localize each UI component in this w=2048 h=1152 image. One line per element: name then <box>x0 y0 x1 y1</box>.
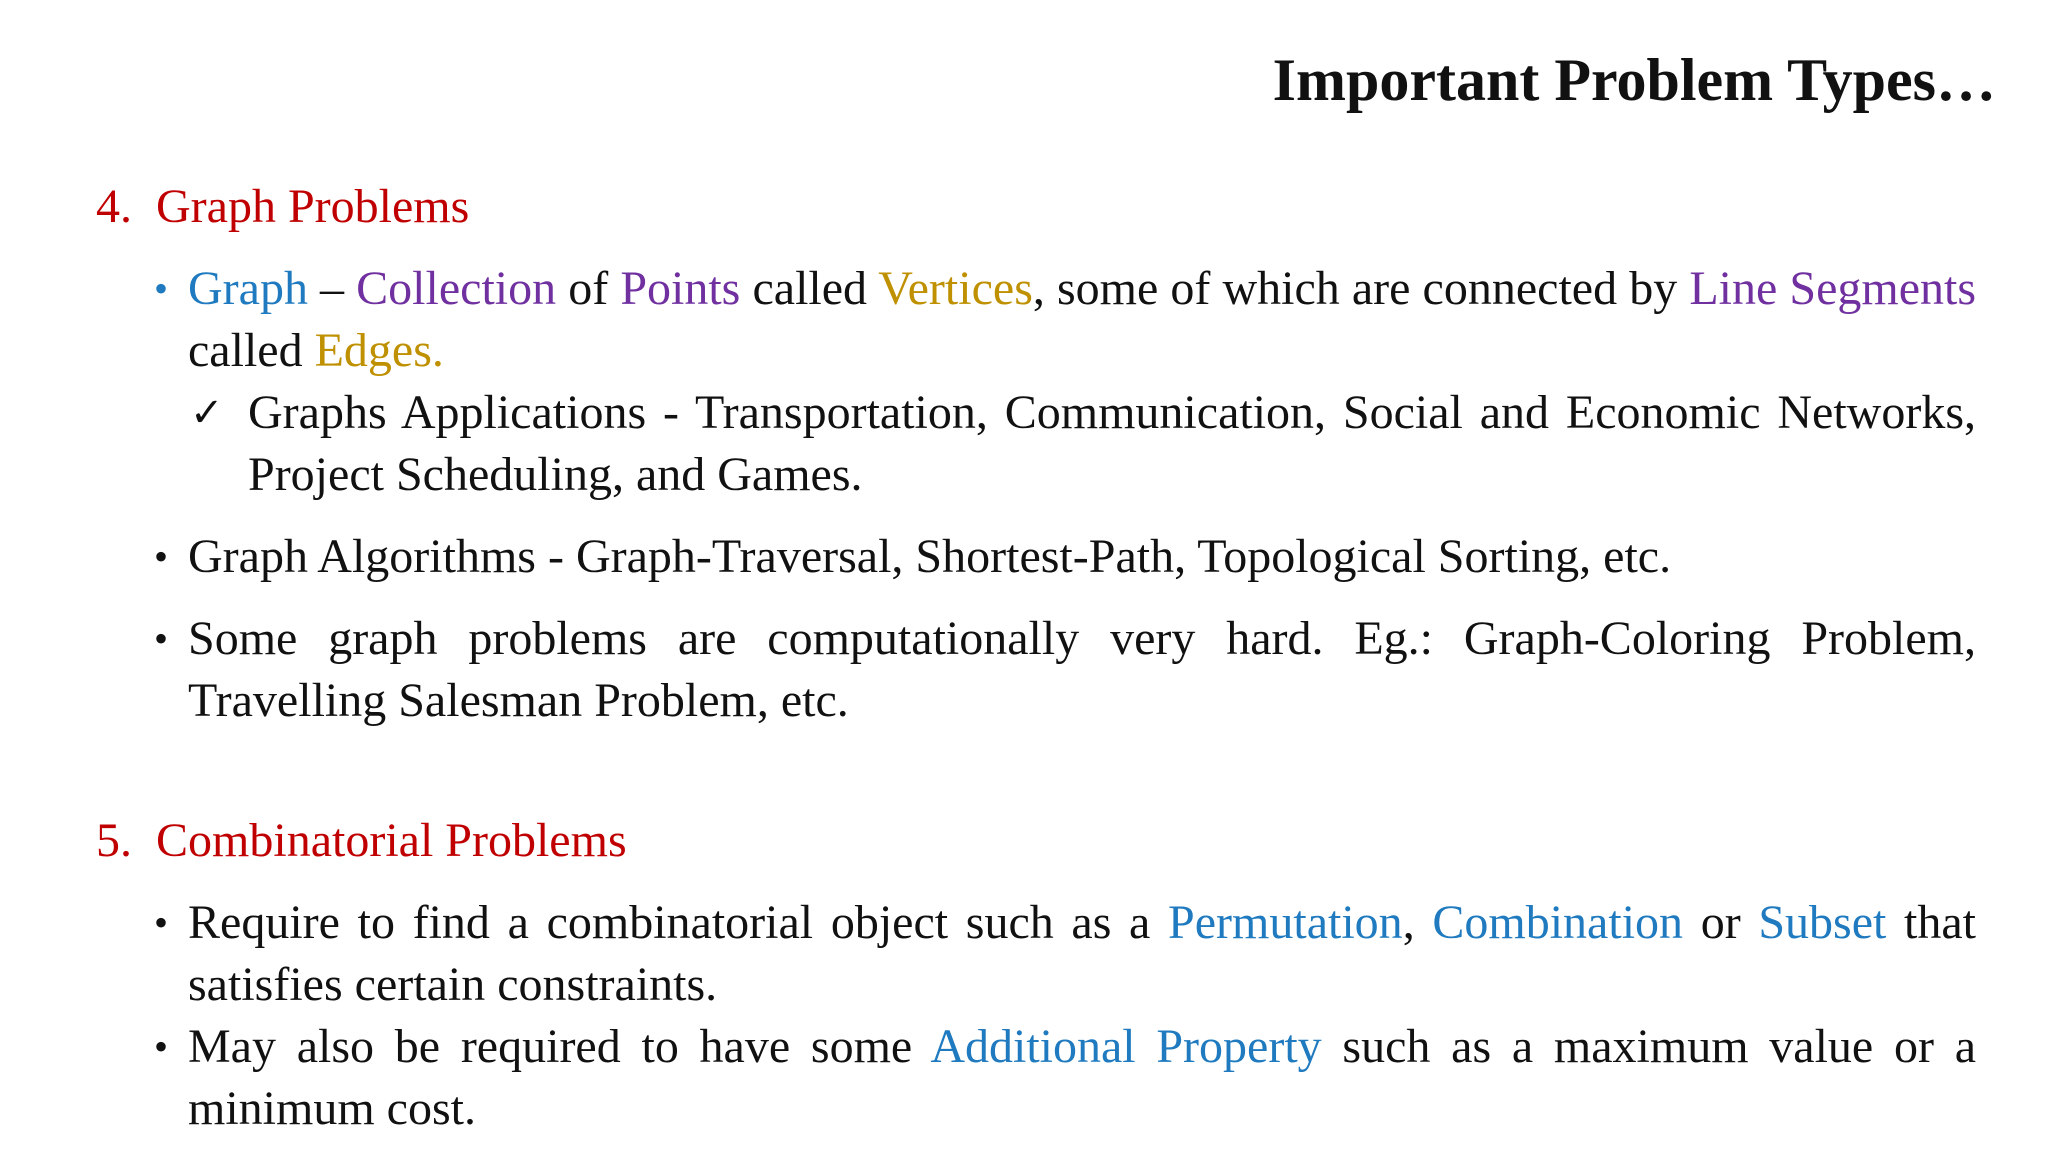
bullet-graph-algorithms <box>154 526 1976 588</box>
slide-content <box>96 176 1976 1140</box>
bullet-marker: • <box>154 266 169 311</box>
term-line-segments: Line Segments <box>1689 262 1977 315</box>
text-run: called <box>188 324 315 377</box>
text-run: such as a maximum value or a minimum cost. <box>188 1020 1976 1135</box>
bullet-marker: • <box>154 1024 169 1069</box>
term-edges: Edges. <box>314 324 444 377</box>
term-vertices: Vertices <box>878 262 1033 315</box>
subbullet-graph-applications <box>190 382 1976 506</box>
bullet-combinatorial-object <box>154 892 1977 1016</box>
section-title: Graph Problems <box>156 180 470 233</box>
bullet-marker: • <box>154 534 169 579</box>
bullet-additional-property <box>154 1016 1976 1140</box>
text-run: May also be required to have some <box>188 1020 931 1073</box>
text-run: , <box>1402 896 1433 949</box>
bullet-text: Graph Algorithms - Graph-Traversal, Shortest-Path, Topological Sorting, etc. <box>188 530 1672 583</box>
section-heading-combinatorial-problems <box>96 810 1976 872</box>
bullet-marker: • <box>154 616 169 661</box>
text-run: – <box>307 262 357 315</box>
term-additional-property: Additional Property <box>930 1020 1322 1073</box>
bullet-graph-definition <box>154 258 1977 382</box>
check-icon: ✓ <box>190 390 224 435</box>
section-number: 5. <box>96 814 132 867</box>
section-title: Combinatorial Problems <box>156 814 627 867</box>
term-subset: Subset <box>1758 896 1887 949</box>
text-run: called <box>740 262 879 315</box>
subbullet-text: Graphs Applications - Transportation, Communication, Social and Economic Networks, Project Scheduling, and Games. <box>248 386 1976 501</box>
bullet-marker: • <box>154 900 169 945</box>
term-collection: Collection <box>356 262 557 315</box>
term-combination: Combination <box>1432 896 1684 949</box>
text-run: Require to find a combinatorial object such as a <box>188 896 1169 949</box>
section-number: 4. <box>96 180 132 233</box>
section-heading-graph-problems <box>96 176 1976 238</box>
bullet-text: Some graph problems are computationally very hard. Eg.: Graph-Coloring Problem, Travelling Salesman Problem, etc. <box>188 612 1976 727</box>
text-run: , some of which are connected by <box>1032 262 1690 315</box>
term-graph: Graph <box>188 262 308 315</box>
term-permutation: Permutation <box>1168 896 1403 949</box>
slide-title: Important Problem Types… <box>1272 47 1996 113</box>
text-run: or <box>1683 896 1759 949</box>
term-points: Points <box>620 262 741 315</box>
text-run: of <box>556 262 621 315</box>
text-run: that satisfies certain constraints. <box>188 896 1977 1011</box>
bullet-hard-graph-problems <box>154 608 1976 732</box>
